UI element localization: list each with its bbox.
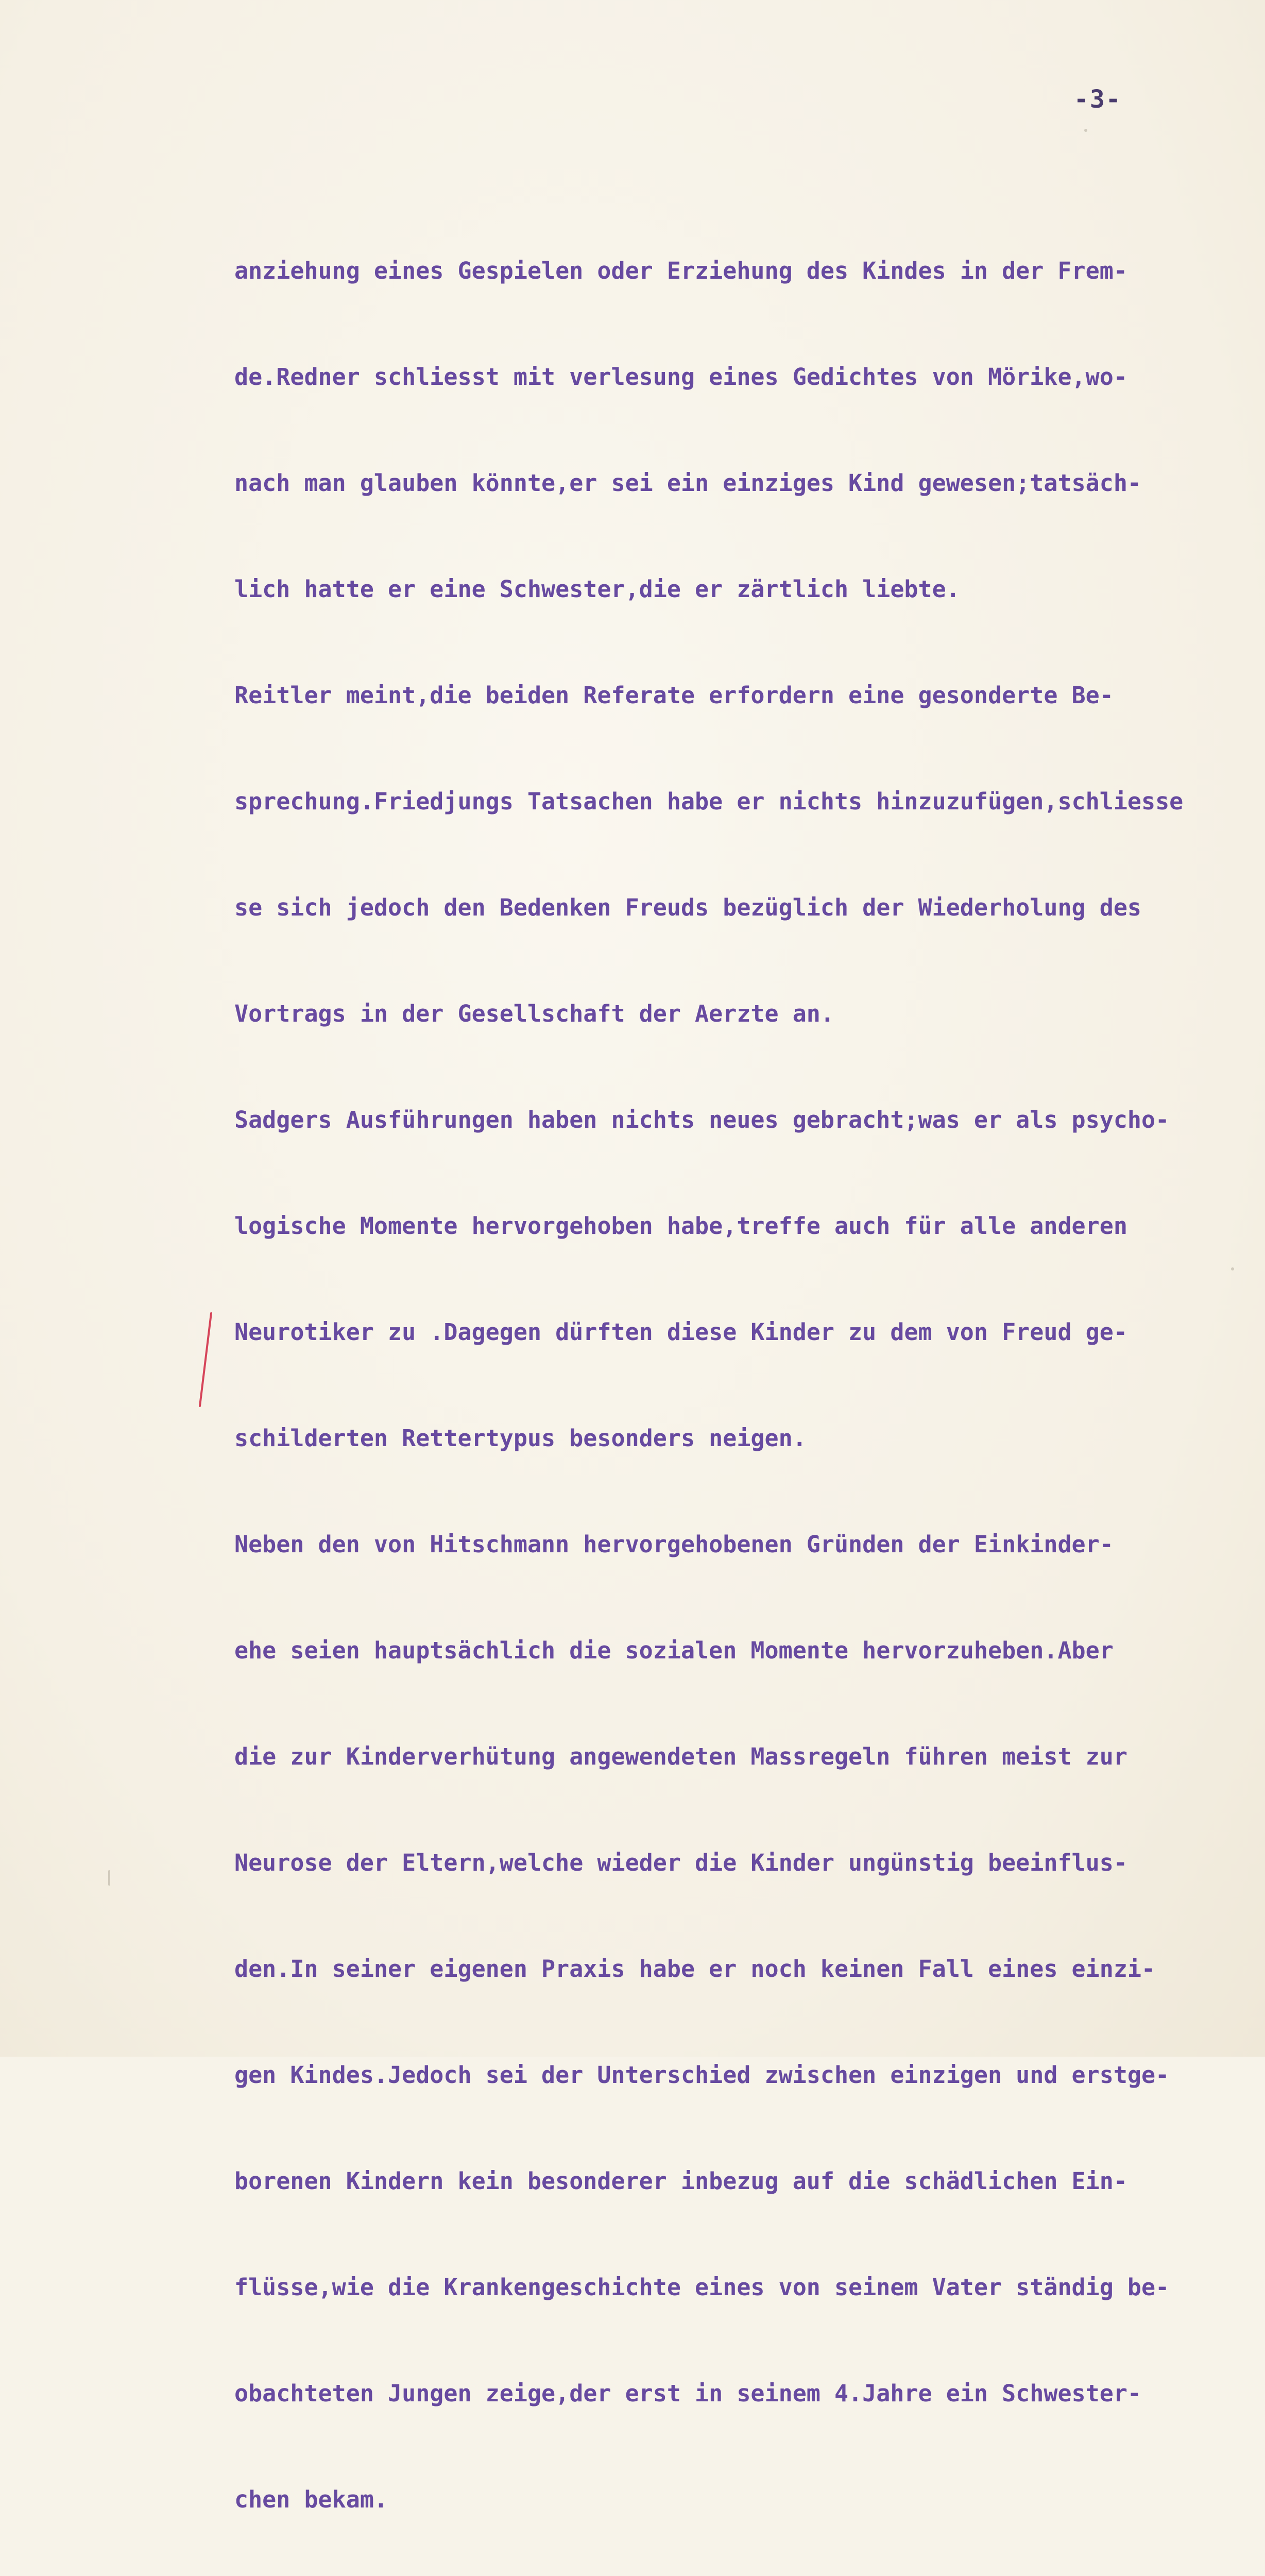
text-line: anziehung eines Gespielen oder Erziehung des Kindes in der Frem- [234,257,1127,284]
paper-speck [1231,1267,1234,1270]
text-line: schilderten Rettertypus besonders neigen. [234,1425,807,1452]
text-line: borenen Kindern kein besonderer inbezug auf die schädlichen Ein- [234,2167,1127,2195]
text-line: flüsse,wie die Krankengeschichte eines von seinem Vater ständig be- [234,2274,1170,2301]
text-line: Sadgers Ausführungen haben nichts neues gebracht;was er als psycho- [234,1106,1170,1133]
text-line: Neurose der Eltern,welche wieder die Kinder ungünstig beeinflus- [234,1849,1127,1876]
red-margin-mark [196,1311,216,1409]
paper-speck [1084,129,1087,132]
text-line: gen Kindes.Jedoch sei der Unterschied zwischen einzigen und erstge- [234,2061,1170,2089]
text-line: lich hatte er eine Schwester,die er zärtlich liebte. [234,575,960,603]
text-line: Neurotiker zu .Dagegen dürften diese Kinder zu dem von Freud ge- [234,1318,1127,1346]
text-line: die zur Kinderverhütung angewendeten Massregeln führen meist zur [234,1743,1127,1770]
text-line: den.In seiner eigenen Praxis habe er noch keinen Fall eines einzi- [234,1955,1156,1982]
page-number: -3- [1074,85,1122,114]
text-line: de.Redner schliesst mit verlesung eines Gedichtes von Mörike,wo- [234,363,1127,391]
text-line: logische Momente hervorgehoben habe,treffe auch für alle anderen [234,1212,1127,1240]
text-line: chen bekam. [234,2486,388,2513]
text-line: sprechung.Friedjungs Tatsachen habe er nichts hinzuzufügen,schliesse [234,788,1184,815]
text-line: Reitler meint,die beiden Referate erfordern eine gesonderte Be- [234,682,1114,709]
paper-speck [108,1870,110,1886]
text-line: ehe seien hauptsächlich die sozialen Momente hervorzuheben.Aber [234,1637,1114,1664]
text-line: se sich jedoch den Bedenken Freuds bezüglich der Wiederholung des [234,894,1141,921]
margin-stroke [200,1313,211,1406]
typewritten-body [234,191,1244,2576]
text-line: Vortrags in der Gesellschaft der Aerzte an. [234,1000,834,1027]
text-line: obachteten Jungen zeige,der erst in seinem 4.Jahre ein Schwester- [234,2380,1141,2407]
text-line: nach man glauben könnte,er sei ein einziges Kind gewesen;tatsäch- [234,469,1141,497]
text-line: Neben den von Hitschmann hervorgehobenen Gründen der Einkinder- [234,1531,1114,1558]
